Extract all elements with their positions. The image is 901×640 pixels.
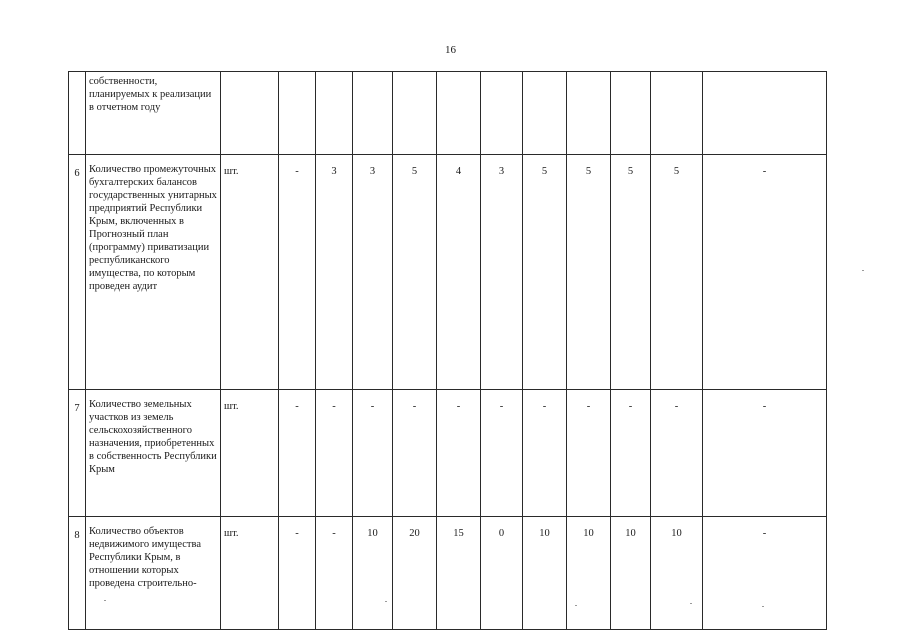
value-cell: -: [316, 390, 353, 517]
scan-speck: [862, 270, 864, 271]
row-number: [69, 72, 86, 155]
value-cell: -: [279, 390, 316, 517]
value-cell: [316, 72, 353, 155]
value-cell: 5: [523, 155, 567, 390]
value-cell: [279, 72, 316, 155]
value-cell: 5: [567, 155, 611, 390]
table-row: [69, 517, 827, 630]
value-cell: -: [393, 390, 437, 517]
value-cell: 3: [481, 155, 523, 390]
page-number: 16: [445, 44, 456, 56]
indicator-name: Количество объектов недвижимого имущества Республики Крым, в отношении которых проведена строительно-: [86, 517, 221, 630]
value-cell: 0: [481, 517, 523, 630]
value-cell: -: [567, 390, 611, 517]
value-cell: -: [279, 517, 316, 630]
value-cell: [437, 72, 481, 155]
unit-cell: [221, 72, 279, 155]
indicator-name: собственности, планируемых к реализации в отчетном году: [86, 72, 221, 155]
value-cell: 3: [353, 155, 393, 390]
value-cell: -: [316, 517, 353, 630]
value-cell: 10: [651, 517, 703, 630]
unit-cell: шт.: [221, 390, 279, 517]
table-row: [69, 155, 827, 390]
value-cell: 5: [393, 155, 437, 390]
value-cell: [567, 72, 611, 155]
unit-cell: шт.: [221, 155, 279, 390]
value-cell: 4: [437, 155, 481, 390]
scan-speck: [762, 606, 764, 607]
value-cell: 10: [353, 517, 393, 630]
value-cell: -: [703, 517, 827, 630]
table-row: [69, 72, 827, 155]
value-cell: -: [437, 390, 481, 517]
unit-cell: шт.: [221, 517, 279, 630]
value-cell: -: [651, 390, 703, 517]
value-cell: 20: [393, 517, 437, 630]
row-number: 8: [69, 517, 86, 630]
table-row: [69, 390, 827, 517]
value-cell: -: [481, 390, 523, 517]
value-cell: -: [611, 390, 651, 517]
indicator-name: Количество промежуточных бухгалтерских балансов государственных унитарных предприятий Республики Крым, включенных в Прогнозный план (программу) приватизации республиканского имущества, по которым проведен аудит: [86, 155, 221, 390]
value-cell: 3: [316, 155, 353, 390]
value-cell: [703, 72, 827, 155]
scan-speck: [575, 605, 577, 606]
scan-speck: [104, 600, 106, 601]
indicator-name: Количество земельных участков из земель сельскохозяйственного назначения, приобретенных в собственность Республики Крым: [86, 390, 221, 517]
value-cell: [481, 72, 523, 155]
value-cell: 10: [567, 517, 611, 630]
value-cell: -: [279, 155, 316, 390]
scan-speck: [690, 603, 692, 604]
value-cell: [651, 72, 703, 155]
value-cell: 10: [523, 517, 567, 630]
indicators-table: [68, 71, 827, 630]
value-cell: 5: [651, 155, 703, 390]
value-cell: [393, 72, 437, 155]
value-cell: -: [703, 390, 827, 517]
value-cell: [523, 72, 567, 155]
value-cell: 5: [611, 155, 651, 390]
value-cell: 15: [437, 517, 481, 630]
scan-speck: [385, 601, 387, 602]
row-number: 7: [69, 390, 86, 517]
value-cell: 10: [611, 517, 651, 630]
value-cell: [353, 72, 393, 155]
value-cell: -: [353, 390, 393, 517]
value-cell: -: [523, 390, 567, 517]
row-number: 6: [69, 155, 86, 390]
value-cell: -: [703, 155, 827, 390]
value-cell: [611, 72, 651, 155]
